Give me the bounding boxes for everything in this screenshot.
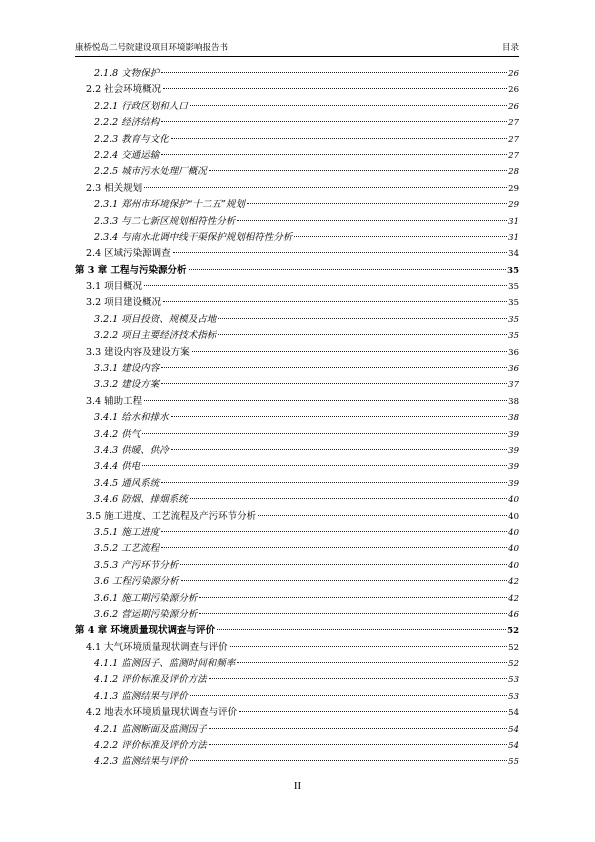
toc-entry[interactable] <box>75 394 519 410</box>
toc-entry-page: 35 <box>507 265 519 276</box>
toc-entry-label: 2.2.3 教育与文化 <box>94 133 169 145</box>
toc-entry-page: 26 <box>508 85 519 96</box>
document-title: 康桥悦岛二号院建设项目环境影响报告书 <box>75 43 229 53</box>
toc-dot-leader <box>161 482 507 483</box>
toc-dot-leader <box>161 121 507 122</box>
toc-entry[interactable] <box>75 345 519 361</box>
toc-entry-label: 2.2.4 交通运输 <box>94 149 160 161</box>
toc-entry-page: 55 <box>508 757 519 768</box>
toc-dot-leader <box>247 203 507 204</box>
toc-entry-page: 36 <box>508 347 519 358</box>
toc-entry[interactable] <box>75 509 519 525</box>
toc-entry[interactable] <box>75 492 519 508</box>
toc-dot-leader <box>209 728 507 729</box>
page-header <box>75 40 519 57</box>
toc-entry-label: 2.3.1 郑州市环境保护“十二五”规划 <box>94 199 245 211</box>
toc-entry[interactable] <box>75 541 519 557</box>
toc-entry-label: 3.4 辅助工程 <box>86 395 143 407</box>
toc-entry[interactable] <box>75 230 519 246</box>
toc-dot-leader <box>199 613 507 614</box>
toc-entry-page: 39 <box>508 445 519 456</box>
toc-entry-page: 40 <box>508 511 519 522</box>
toc-entry-label: 3.1 项目概况 <box>86 281 143 293</box>
toc-entry-label: 4.1.2 评价标准及评价方法 <box>94 674 207 686</box>
toc-entry[interactable] <box>75 164 519 180</box>
toc-entry[interactable] <box>75 377 519 393</box>
toc-entry-label: 3.4.6 防烟、排烟系统 <box>94 494 188 506</box>
toc-dot-leader <box>237 662 507 663</box>
toc-dot-leader <box>181 580 508 581</box>
toc-dot-leader <box>144 187 507 188</box>
toc-entry-label: 3.2.2 项目主要经济技术指标 <box>94 330 217 342</box>
toc-dot-leader <box>258 515 507 516</box>
toc-entry-page: 31 <box>508 232 519 243</box>
toc-dot-leader <box>161 531 507 532</box>
toc-dot-leader <box>163 301 507 302</box>
toc-entry-page: 39 <box>508 462 519 473</box>
toc-entry-label: 3.2 项目建设概况 <box>86 297 162 309</box>
toc-dot-leader <box>190 105 507 106</box>
toc-entry-label: 3.5.3 产污环节分析 <box>94 559 179 571</box>
toc-dot-leader <box>173 252 508 253</box>
toc-entry-label: 3.5 施工进度、工艺流程及产污环节分析 <box>86 510 257 522</box>
toc-entry-page: 40 <box>508 544 519 555</box>
toc-dot-leader <box>294 236 507 237</box>
toc-entry-label: 2.2.1 行政区划和人口 <box>94 100 188 112</box>
toc-entry-page: 52 <box>508 642 519 653</box>
toc-entry-page: 39 <box>508 478 519 489</box>
toc-entry[interactable] <box>75 66 519 82</box>
toc-entry-page: 40 <box>508 560 519 571</box>
table-of-contents <box>75 66 519 771</box>
toc-entry-page: 28 <box>508 167 519 178</box>
toc-entry[interactable] <box>75 132 519 148</box>
toc-entry[interactable] <box>75 558 519 574</box>
toc-dot-leader <box>144 400 507 401</box>
toc-dot-leader <box>161 154 507 155</box>
toc-entry-label: 2.2.2 经济结构 <box>94 117 160 129</box>
toc-dot-leader <box>239 711 507 712</box>
toc-entry-label: 4.2.1 监测断面及监测因子 <box>94 723 207 735</box>
toc-entry[interactable] <box>75 115 519 131</box>
toc-entry-page: 54 <box>508 708 519 719</box>
toc-entry-label: 3.5.2 工艺流程 <box>94 543 160 555</box>
section-title: 目录 <box>501 43 519 53</box>
toc-entry-label: 3.3.1 建设内容 <box>94 363 160 375</box>
toc-entry[interactable] <box>75 656 519 672</box>
toc-entry[interactable] <box>75 672 519 688</box>
toc-entry-label: 2.2.5 城市污水处理厂概况 <box>94 166 207 178</box>
toc-dot-leader <box>142 465 507 466</box>
toc-entry-page: 26 <box>508 101 519 112</box>
toc-entry-page: 35 <box>508 282 519 293</box>
toc-entry-page: 27 <box>508 134 519 145</box>
toc-entry[interactable] <box>75 459 519 475</box>
toc-entry-label: 2.3 相关规划 <box>86 182 143 194</box>
toc-entry-page: 29 <box>508 200 519 211</box>
toc-entry-page: 36 <box>508 364 519 375</box>
toc-entry-label: 4.2 地表水环境质量现状调查与评价 <box>86 707 238 719</box>
toc-entry[interactable] <box>75 607 519 623</box>
toc-dot-leader <box>171 138 507 139</box>
toc-entry[interactable] <box>75 361 519 377</box>
toc-dot-leader <box>142 433 507 434</box>
toc-dot-leader <box>218 318 507 319</box>
toc-entry-page: 54 <box>508 724 519 735</box>
toc-entry-page: 52 <box>507 626 519 637</box>
toc-dot-leader <box>192 351 508 352</box>
toc-entry-page: 46 <box>508 609 519 620</box>
toc-entry-label: 3.6.2 营运期污染源分析 <box>94 608 198 620</box>
toc-dot-leader <box>161 547 507 548</box>
toc-entry-page: 53 <box>508 691 519 702</box>
toc-entry[interactable] <box>75 246 519 262</box>
toc-entry-page: 40 <box>508 527 519 538</box>
toc-entry-page: 38 <box>508 396 519 407</box>
toc-entry-label: 3.4.1 给水和排水 <box>94 412 169 424</box>
toc-entry[interactable] <box>75 443 519 459</box>
toc-entry-page: 42 <box>508 577 519 588</box>
toc-entry[interactable] <box>75 410 519 426</box>
toc-entry[interactable] <box>75 99 519 115</box>
toc-dot-leader <box>209 678 507 679</box>
toc-dot-leader <box>218 334 507 335</box>
toc-entry-page: 26 <box>508 69 519 79</box>
toc-entry-label: 3.4.5 通风系统 <box>94 477 160 489</box>
toc-dot-leader <box>199 597 507 598</box>
toc-entry[interactable] <box>75 754 519 770</box>
toc-dot-leader <box>190 695 507 696</box>
toc-entry-page: 53 <box>508 675 519 686</box>
toc-entry[interactable] <box>75 214 519 230</box>
toc-entry-label: 3.4.2 供气 <box>94 428 141 440</box>
toc-dot-leader <box>171 416 507 417</box>
toc-entry-page: 54 <box>508 741 519 752</box>
toc-entry[interactable] <box>75 476 519 492</box>
toc-entry[interactable] <box>75 148 519 164</box>
toc-entry-label: 4.1 大气环境质量现状调查与评价 <box>86 641 228 653</box>
toc-entry[interactable] <box>75 689 519 705</box>
toc-entry-label: 第 3 章 工程与污染源分析 <box>75 264 187 276</box>
toc-entry[interactable] <box>75 197 519 213</box>
toc-entry[interactable] <box>75 574 519 590</box>
toc-entry[interactable] <box>75 181 519 197</box>
toc-entry-page: 27 <box>508 150 519 161</box>
toc-entry-page: 38 <box>508 413 519 424</box>
toc-entry[interactable] <box>75 427 519 443</box>
toc-entry[interactable] <box>75 328 519 344</box>
toc-entry[interactable] <box>75 591 519 607</box>
toc-entry-label: 2.1.8 文物保护 <box>94 68 160 79</box>
toc-dot-leader <box>161 383 507 384</box>
toc-dot-leader <box>171 449 507 450</box>
toc-entry[interactable] <box>75 722 519 738</box>
toc-entry-label: 3.5.1 施工进度 <box>94 526 160 538</box>
toc-entry-label: 第 4 章 环境质量现状调查与评价 <box>75 625 216 637</box>
toc-entry[interactable] <box>75 623 519 639</box>
toc-dot-leader <box>190 760 507 761</box>
toc-dot-leader <box>230 646 508 647</box>
toc-entry-label: 2.4 区域污染源调查 <box>86 248 171 260</box>
toc-dot-leader <box>144 285 507 286</box>
toc-entry-label: 3.3 建设内容及建设方案 <box>86 346 190 358</box>
toc-entry-label: 2.3.3 与二七新区规划相符性分析 <box>94 215 236 227</box>
toc-entry-page: 52 <box>508 659 519 670</box>
toc-entry-label: 3.3.2 建设方案 <box>94 379 160 391</box>
toc-dot-leader <box>180 564 507 565</box>
toc-entry-page: 35 <box>508 314 519 325</box>
toc-dot-leader <box>161 72 507 73</box>
toc-entry[interactable] <box>75 705 519 721</box>
toc-entry-label: 4.1.1 监测因子、监测时间和频率 <box>94 658 236 670</box>
toc-entry-page: 27 <box>508 118 519 129</box>
toc-entry-label: 3.6.1 施工期污染源分析 <box>94 592 198 604</box>
page-number: II <box>293 780 302 792</box>
toc-entry-label: 3.2.1 项目投资、规模及占地 <box>94 313 217 325</box>
toc-entry-label: 4.2.2 评价标准及评价方法 <box>94 740 207 752</box>
toc-entry-page: 39 <box>508 429 519 440</box>
toc-dot-leader <box>190 498 507 499</box>
toc-dot-leader <box>237 220 507 221</box>
toc-entry[interactable] <box>75 295 519 311</box>
toc-dot-leader <box>209 170 507 171</box>
toc-entry-label: 4.1.3 监测结果与评价 <box>94 690 188 702</box>
toc-entry-label: 3.4.3 供暖、供冷 <box>94 444 169 456</box>
toc-entry-page: 37 <box>508 380 519 391</box>
toc-entry[interactable] <box>75 263 519 279</box>
toc-entry-page: 35 <box>508 298 519 309</box>
toc-entry-page: 40 <box>508 495 519 506</box>
toc-entry-label: 2.3.4 与南水北调中线干渠保护规划相符性分析 <box>94 231 293 243</box>
toc-entry-label: 3.6 工程污染源分析 <box>94 576 179 588</box>
toc-entry-label: 4.2.3 监测结果与评价 <box>94 756 188 768</box>
toc-entry-page: 35 <box>508 331 519 342</box>
toc-entry-page: 29 <box>508 183 519 194</box>
toc-entry-page: 31 <box>508 216 519 227</box>
toc-dot-leader <box>189 269 507 270</box>
toc-entry[interactable] <box>75 82 519 98</box>
toc-entry-label: 2.2 社会环境概况 <box>86 84 162 96</box>
toc-dot-leader <box>209 744 507 745</box>
toc-dot-leader <box>163 88 507 89</box>
toc-entry[interactable] <box>75 312 519 328</box>
toc-entry-page: 34 <box>508 249 519 260</box>
toc-entry[interactable] <box>75 279 519 295</box>
toc-entry[interactable] <box>75 525 519 541</box>
toc-dot-leader <box>217 629 506 630</box>
toc-entry[interactable] <box>75 640 519 656</box>
toc-entry[interactable] <box>75 738 519 754</box>
toc-entry-page: 42 <box>508 593 519 604</box>
toc-entry-label: 3.4.4 供电 <box>94 461 141 473</box>
toc-dot-leader <box>161 367 507 368</box>
